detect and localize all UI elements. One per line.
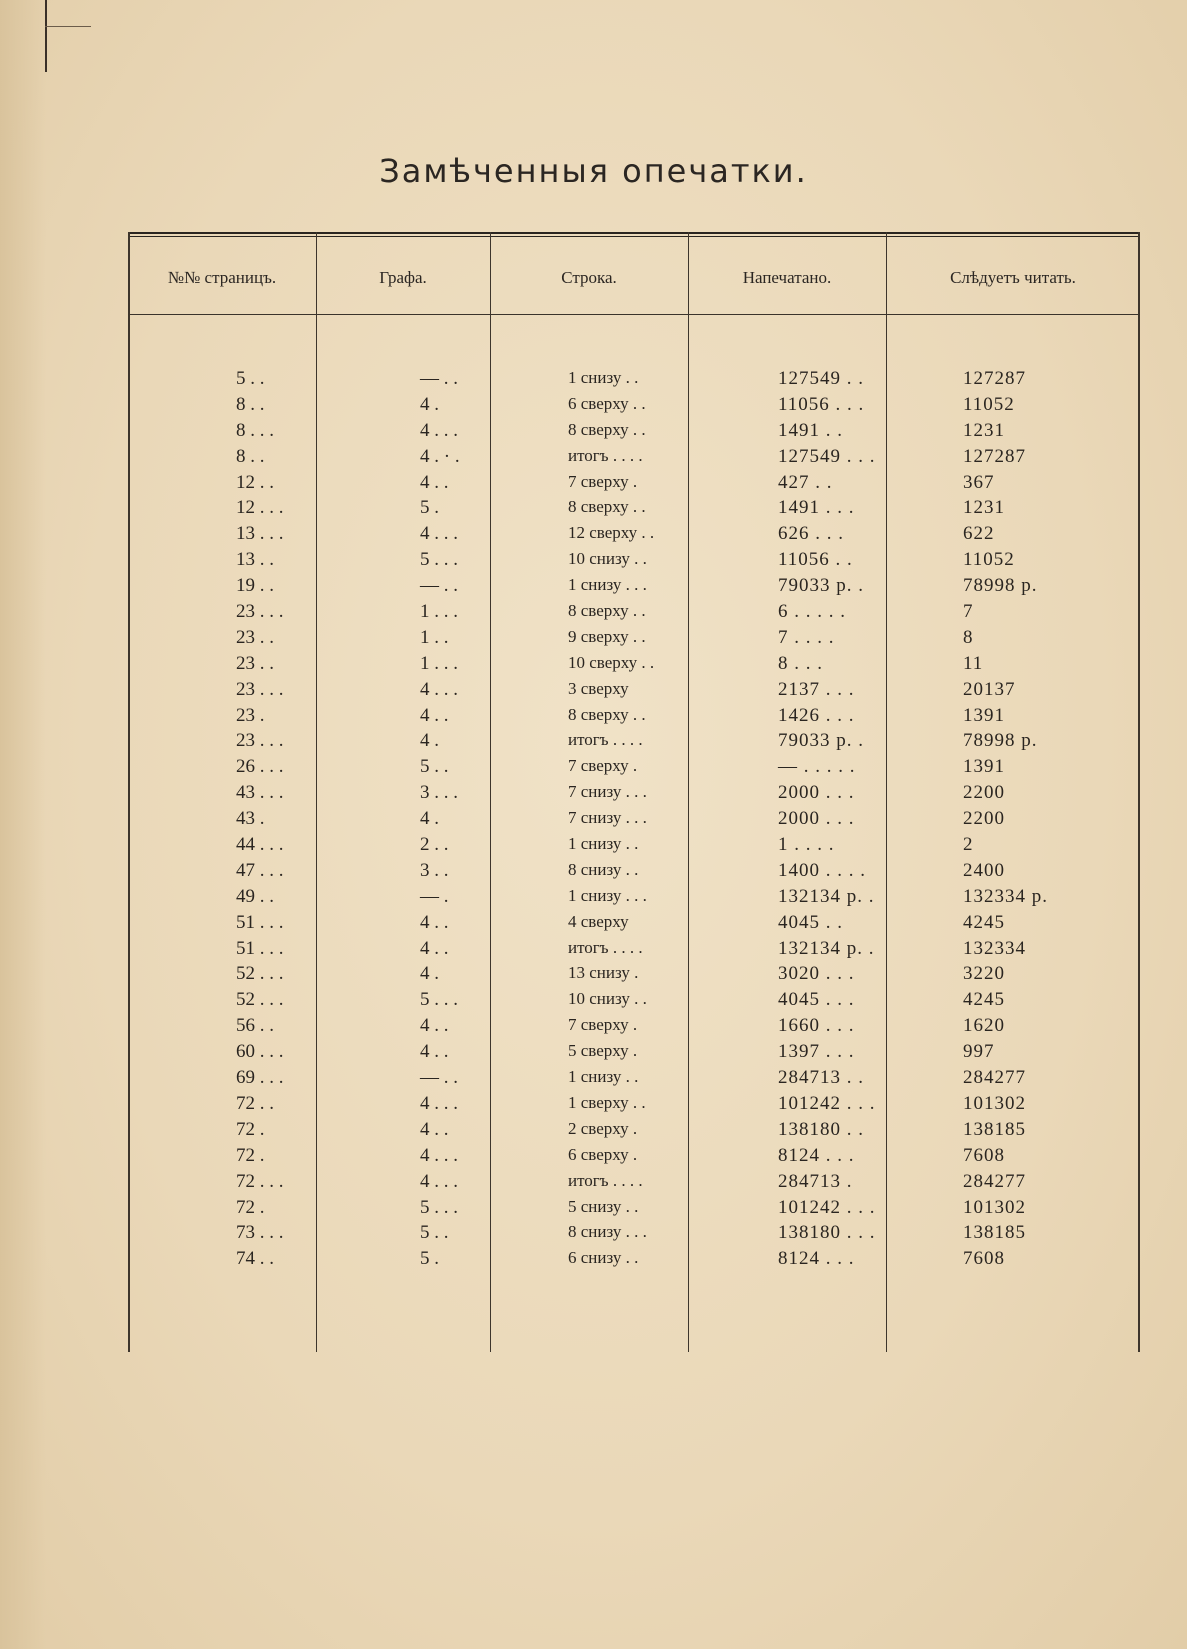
cell-printed: 138180 . . . — [778, 1222, 876, 1244]
cell-column: 5 . . . — [420, 1196, 458, 1218]
table-row — [128, 472, 1140, 498]
cell-column: 4 . . — [420, 911, 449, 933]
header-pages: №№ страницъ. — [167, 268, 277, 287]
cell-printed: 6 . . . . . — [778, 601, 846, 623]
cell-column: 5 . . — [420, 1222, 449, 1244]
cell-printed: 11056 . . . — [778, 393, 865, 415]
cell-page: 12 . . . — [236, 497, 284, 519]
cell-should-read: 4245 — [963, 989, 1005, 1011]
table-row — [128, 834, 1140, 860]
cell-printed: 1426 . . . — [778, 704, 855, 726]
table-row — [128, 523, 1140, 549]
cell-page: 23 . . . — [236, 678, 284, 700]
cell-line: 1 снизу . . — [568, 368, 639, 387]
cell-column: 4 . — [420, 393, 439, 415]
cell-printed: 1397 . . . — [778, 1041, 855, 1063]
cell-page: 8 . . — [236, 445, 265, 467]
cell-page: 52 . . . — [236, 989, 284, 1011]
cell-column: 4 . . — [420, 1041, 449, 1063]
cell-line: итогъ . . . . — [568, 445, 643, 465]
cell-column: 5 . . . — [420, 989, 458, 1011]
cell-column: — . . — [420, 1067, 458, 1089]
cell-column: — . — [420, 885, 449, 907]
header-line: Строка. — [561, 268, 617, 287]
table-row — [128, 989, 1140, 1015]
cell-should-read: 78998 р. — [963, 730, 1038, 752]
table-row — [128, 420, 1140, 446]
cell-line: 7 сверху . — [568, 756, 638, 776]
table-row — [128, 860, 1140, 886]
cell-line: 10 снизу . . — [568, 989, 647, 1009]
corner-crop-mark — [45, 0, 47, 72]
cell-column: 5 . — [420, 1248, 439, 1270]
cell-should-read: 3220 — [963, 963, 1005, 985]
table-row — [128, 886, 1140, 912]
page-edge-shading — [0, 0, 46, 1649]
cell-printed: 8124 . . . — [778, 1248, 855, 1270]
cell-should-read: 1231 — [963, 497, 1005, 519]
corner-crop-mark-horizontal — [45, 26, 91, 27]
cell-page: 56 . . — [236, 1015, 274, 1037]
cell-printed: 284713 . — [778, 1170, 853, 1192]
cell-line: итогъ . . . . — [568, 730, 643, 750]
cell-should-read: 101302 — [963, 1196, 1026, 1218]
cell-line: 5 снизу . . — [568, 1196, 639, 1216]
cell-printed: 7 . . . . — [778, 626, 835, 648]
table-row — [128, 1197, 1140, 1223]
cell-column: 4 . — [420, 730, 439, 752]
table-row — [128, 963, 1140, 989]
cell-line: 8 сверху . . — [568, 704, 646, 724]
cell-page: 73 . . . — [236, 1222, 284, 1244]
cell-column: 4 . . — [420, 1015, 449, 1037]
cell-should-read: 78998 р. — [963, 575, 1038, 597]
page-title: Замѣченныя опечатки. — [379, 152, 808, 190]
cell-line: 12 сверху . . — [568, 523, 655, 543]
cell-should-read: 1391 — [963, 756, 1005, 778]
cell-page: 23 . . . — [236, 601, 284, 623]
cell-page: 23 . . — [236, 626, 274, 648]
cell-line: итогъ . . . . — [568, 937, 643, 957]
table-row — [128, 1248, 1140, 1274]
cell-page: 26 . . . — [236, 756, 284, 778]
cell-printed: 2000 . . . — [778, 782, 855, 804]
cell-column: 4 . . . — [420, 523, 458, 545]
table-row — [128, 549, 1140, 575]
table-top-rule-thin — [128, 236, 1140, 237]
cell-printed: 8 . . . — [778, 652, 823, 674]
cell-column: 4 . . . — [420, 1170, 458, 1192]
cell-should-read: 20137 — [963, 678, 1016, 700]
cell-page: 60 . . . — [236, 1041, 284, 1063]
cell-printed: 79033 р. . — [778, 575, 864, 597]
table-row — [128, 782, 1140, 808]
header-should-read: Слѣдуетъ читать. — [950, 268, 1076, 287]
cell-line: 10 снизу . . — [568, 549, 647, 569]
cell-column: 4 . . — [420, 1118, 449, 1140]
cell-page: 51 . . . — [236, 911, 284, 933]
cell-column: — . . — [420, 575, 458, 597]
cell-printed: 1491 . . . — [778, 497, 855, 519]
cell-should-read: 2400 — [963, 859, 1005, 881]
cell-page: 8 . . — [236, 393, 265, 415]
table-row — [128, 368, 1140, 394]
cell-column: 1 . . . — [420, 601, 458, 623]
cell-should-read: 284277 — [963, 1170, 1026, 1192]
cell-printed: — . . . . . — [778, 756, 856, 778]
cell-should-read: 127287 — [963, 368, 1026, 389]
table-row — [128, 808, 1140, 834]
cell-should-read: 1620 — [963, 1015, 1005, 1037]
cell-should-read: 11052 — [963, 549, 1015, 571]
cell-line: 4 сверху — [568, 911, 629, 931]
cell-page: 47 . . . — [236, 859, 284, 881]
table-row — [128, 1222, 1140, 1248]
table-body — [128, 368, 1140, 1274]
table-row — [128, 679, 1140, 705]
table-row — [128, 1093, 1140, 1119]
cell-should-read: 997 — [963, 1041, 995, 1063]
cell-line: 8 сверху . . — [568, 601, 646, 621]
cell-column: 4 . . . — [420, 678, 458, 700]
cell-column: 1 . . . — [420, 652, 458, 674]
cell-page: 8 . . . — [236, 419, 274, 441]
cell-line: 7 снизу . . . — [568, 808, 647, 828]
table-row — [128, 575, 1140, 601]
cell-line: 7 снизу . . . — [568, 782, 647, 802]
cell-page: 72 . — [236, 1118, 265, 1140]
table-row — [128, 1041, 1140, 1067]
table-row — [128, 446, 1140, 472]
cell-page: 72 . — [236, 1144, 265, 1166]
cell-line: 8 сверху . . — [568, 497, 646, 517]
cell-line: 1 сверху . . — [568, 1092, 646, 1112]
cell-line: 6 сверху . — [568, 1144, 638, 1164]
cell-line: 8 сверху . . — [568, 419, 646, 439]
cell-should-read: 367 — [963, 471, 995, 493]
cell-should-read: 7 — [963, 601, 974, 623]
cell-line: 1 снизу . . — [568, 834, 639, 854]
cell-line: 8 снизу . . — [568, 859, 639, 879]
header-column: Графа. — [379, 268, 427, 287]
cell-should-read: 4245 — [963, 911, 1005, 933]
cell-line: 1 снизу . . . — [568, 575, 647, 595]
cell-printed: 1400 . . . . — [778, 859, 866, 881]
table-row — [128, 756, 1140, 782]
cell-line: 2 сверху . — [568, 1118, 638, 1138]
cell-printed: 79033 р. . — [778, 730, 864, 752]
cell-should-read: 138185 — [963, 1118, 1026, 1140]
cell-column: 4 . . — [420, 471, 449, 493]
cell-printed: 132134 р. . — [778, 885, 875, 907]
table-row — [128, 912, 1140, 938]
cell-column: 4 . · . — [420, 445, 460, 467]
cell-line: 5 сверху . — [568, 1041, 638, 1061]
cell-column: 4 . . . — [420, 1092, 458, 1114]
table-row — [128, 1015, 1140, 1041]
cell-printed: 4045 . . — [778, 911, 843, 933]
cell-page: 13 . . — [236, 549, 274, 571]
cell-page: 13 . . . — [236, 523, 284, 545]
cell-page: 69 . . . — [236, 1067, 284, 1089]
table-row — [128, 497, 1140, 523]
cell-printed: 11056 . . — [778, 549, 853, 571]
cell-should-read: 1231 — [963, 419, 1005, 441]
errata-table — [128, 232, 1140, 1362]
cell-column: 4 . — [420, 808, 439, 830]
cell-printed: 2000 . . . — [778, 808, 855, 830]
cell-should-read: 138185 — [963, 1222, 1026, 1244]
cell-should-read: 1391 — [963, 704, 1005, 726]
table-row — [128, 730, 1140, 756]
table-row — [128, 1067, 1140, 1093]
cell-column: 4 . . — [420, 937, 449, 959]
cell-page: 43 . — [236, 808, 265, 830]
cell-column: — . . — [420, 368, 458, 389]
cell-page: 72 . . . — [236, 1170, 284, 1192]
cell-should-read: 11 — [963, 652, 984, 674]
table-top-rule — [128, 232, 1140, 234]
cell-page: 43 . . . — [236, 782, 284, 804]
table-row — [128, 627, 1140, 653]
cell-line: 8 снизу . . . — [568, 1222, 647, 1242]
cell-page: 12 . . — [236, 471, 274, 493]
table-row — [128, 653, 1140, 679]
cell-printed: 101242 . . . — [778, 1196, 876, 1218]
cell-page: 5 . . — [236, 368, 265, 389]
header-rule — [128, 314, 1140, 315]
cell-page: 52 . . . — [236, 963, 284, 985]
cell-printed: 1 . . . . — [778, 834, 835, 856]
cell-line: 6 снизу . . — [568, 1248, 639, 1268]
cell-page: 23 . — [236, 704, 265, 726]
cell-line: 3 сверху — [568, 678, 629, 698]
cell-column: 3 . . . — [420, 782, 458, 804]
cell-printed: 8124 . . . — [778, 1144, 855, 1166]
cell-printed: 127549 . . . — [778, 445, 876, 467]
cell-printed: 1491 . . — [778, 419, 843, 441]
table-row — [128, 1171, 1140, 1197]
cell-page: 19 . . — [236, 575, 274, 597]
cell-printed: 101242 . . . — [778, 1092, 876, 1114]
cell-should-read: 2200 — [963, 808, 1005, 830]
cell-should-read: 622 — [963, 523, 995, 545]
cell-printed: 626 . . . — [778, 523, 844, 545]
cell-column: 1 . . — [420, 626, 449, 648]
table-row — [128, 394, 1140, 420]
cell-should-read: 132334 р. — [963, 885, 1048, 907]
cell-page: 23 . . — [236, 652, 274, 674]
cell-should-read: 11052 — [963, 393, 1015, 415]
cell-page: 74 . . — [236, 1248, 274, 1270]
cell-line: итогъ . . . . — [568, 1170, 643, 1190]
cell-should-read: 284277 — [963, 1067, 1026, 1089]
cell-should-read: 7608 — [963, 1144, 1005, 1166]
table-row — [128, 705, 1140, 731]
cell-line: 13 снизу . — [568, 963, 639, 983]
table-row — [128, 1145, 1140, 1171]
cell-printed: 427 . . — [778, 471, 833, 493]
cell-line: 7 сверху . — [568, 471, 638, 491]
header-printed: Напечатано. — [742, 268, 832, 287]
cell-should-read: 127287 — [963, 445, 1026, 467]
cell-printed: 284713 . . — [778, 1067, 864, 1089]
cell-column: 4 . . . — [420, 419, 458, 441]
cell-page: 72 . . — [236, 1092, 274, 1114]
cell-line: 1 снизу . . . — [568, 885, 647, 905]
cell-should-read: 7608 — [963, 1248, 1005, 1270]
table-row — [128, 938, 1140, 964]
cell-column: 4 . — [420, 963, 439, 985]
cell-printed: 3020 . . . — [778, 963, 855, 985]
cell-printed: 2137 . . . — [778, 678, 855, 700]
cell-page: 44 . . . — [236, 834, 284, 856]
cell-printed: 132134 р. . — [778, 937, 875, 959]
cell-printed: 1660 . . . — [778, 1015, 855, 1037]
table-row — [128, 1119, 1140, 1145]
cell-line: 10 сверху . . — [568, 652, 655, 672]
cell-page: 51 . . . — [236, 937, 284, 959]
cell-printed: 127549 . . — [778, 368, 864, 389]
cell-column: 4 . . — [420, 704, 449, 726]
cell-line: 9 сверху . . — [568, 626, 646, 646]
cell-line: 6 сверху . . — [568, 393, 646, 413]
cell-page: 49 . . — [236, 885, 274, 907]
cell-should-read: 8 — [963, 626, 974, 648]
cell-column: 5 . — [420, 497, 439, 519]
cell-should-read: 2 — [963, 834, 974, 856]
cell-printed: 138180 . . — [778, 1118, 864, 1140]
cell-column: 4 . . . — [420, 1144, 458, 1166]
cell-should-read: 2200 — [963, 782, 1005, 804]
cell-printed: 4045 . . . — [778, 989, 855, 1011]
cell-line: 1 снизу . . — [568, 1067, 639, 1087]
cell-column: 5 . . . — [420, 549, 458, 571]
cell-line: 7 сверху . — [568, 1015, 638, 1035]
cell-column: 3 . . — [420, 859, 449, 881]
table-row — [128, 601, 1140, 627]
cell-column: 5 . . — [420, 756, 449, 778]
cell-column: 2 . . — [420, 834, 449, 856]
cell-page: 23 . . . — [236, 730, 284, 752]
cell-page: 72 . — [236, 1196, 265, 1218]
cell-should-read: 101302 — [963, 1092, 1026, 1114]
cell-should-read: 132334 — [963, 937, 1026, 959]
